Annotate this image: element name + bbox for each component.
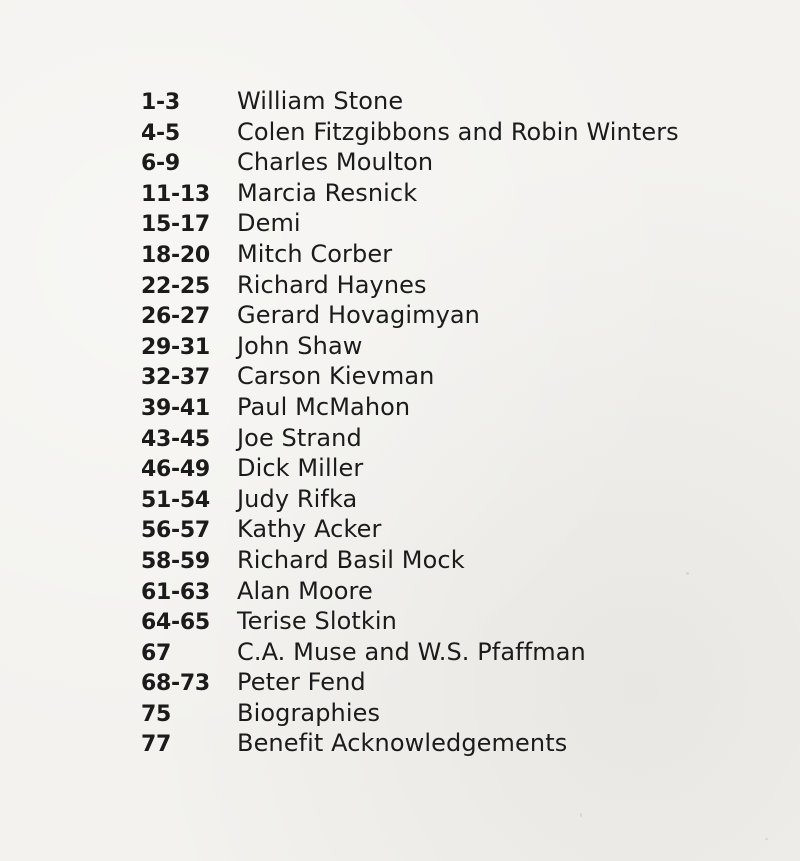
entry-title: Kathy Acker: [237, 515, 382, 544]
toc-entry: [141, 637, 761, 668]
page-range: 67: [141, 640, 172, 666]
page-range: 22-25: [141, 273, 210, 299]
page-range: 75: [141, 701, 172, 727]
entry-title: William Stone: [237, 87, 404, 115]
paper-speck: [686, 572, 689, 575]
toc-entry: [141, 392, 761, 423]
toc-entry: [141, 239, 761, 270]
page-range: 18-20: [141, 242, 210, 268]
entry-title: C.A. Muse and W.S. Pfaffman: [237, 637, 586, 666]
entry-title: Mitch Corber: [237, 239, 393, 268]
page-range: 1-3: [141, 90, 180, 115]
toc-entry: [141, 728, 761, 759]
toc-entry: [141, 698, 761, 729]
toc-entry: [141, 208, 761, 239]
paper-speck: [765, 838, 768, 840]
toc-entry: [141, 514, 761, 545]
entry-title: Paul McMahon: [237, 392, 411, 421]
toc-entry: [141, 86, 761, 117]
toc-entry: [141, 117, 761, 148]
entry-title: John Shaw: [237, 331, 363, 360]
toc-entry: [141, 147, 761, 178]
entry-title: Richard Basil Mock: [237, 545, 465, 574]
entry-title: Charles Moulton: [237, 148, 434, 177]
entry-title: Judy Rifka: [237, 484, 358, 513]
entry-title: Marcia Resnick: [237, 178, 418, 207]
page-range: 77: [141, 732, 172, 758]
entry-title: Peter Fend: [237, 668, 366, 697]
page-range: 29-31: [141, 334, 210, 360]
page-range: 4-5: [141, 120, 180, 146]
page-range: 43-45: [141, 426, 210, 452]
page-range: 6-9: [141, 151, 180, 177]
page-range: 51-54: [141, 487, 210, 513]
toc-entry: [141, 300, 761, 331]
page-range: 61-63: [141, 579, 210, 605]
page-range: 11-13: [141, 181, 210, 207]
entry-title: Carson Kievman: [237, 362, 435, 391]
toc-entry: [141, 331, 761, 362]
table-of-contents: [141, 86, 761, 759]
entry-title: Gerard Hovagimyan: [237, 301, 480, 330]
toc-entry: [141, 576, 761, 607]
entry-title: Demi: [237, 209, 301, 238]
entry-title: Richard Haynes: [237, 270, 427, 299]
toc-entry: [141, 178, 761, 209]
toc-entry: [141, 423, 761, 454]
entry-title: Colen Fitzgibbons and Robin Winters: [237, 117, 679, 146]
toc-entry: [141, 361, 761, 392]
entry-title: Joe Strand: [237, 423, 362, 452]
page-range: 58-59: [141, 548, 210, 574]
entry-title: Alan Moore: [237, 576, 373, 605]
entry-title: Biographies: [237, 698, 381, 727]
toc-entry: [141, 484, 761, 515]
toc-entry: [141, 667, 761, 698]
entry-title: Benefit Acknowledgements: [237, 729, 568, 758]
paper-speck: [580, 813, 582, 817]
page-range: 39-41: [141, 395, 210, 421]
toc-entry: [141, 453, 761, 484]
page-range: 68-73: [141, 671, 210, 697]
entry-title: Terise Slotkin: [237, 607, 397, 636]
page-range: 15-17: [141, 212, 210, 238]
page-range: 56-57: [141, 518, 210, 544]
page-range: 32-37: [141, 365, 210, 391]
entry-title: Dick Miller: [237, 454, 364, 483]
toc-entry: [141, 270, 761, 301]
page-range: 64-65: [141, 610, 210, 636]
page-range: 26-27: [141, 304, 210, 330]
toc-entry: [141, 545, 761, 576]
page-range: 46-49: [141, 457, 210, 483]
toc-entry: [141, 606, 761, 637]
